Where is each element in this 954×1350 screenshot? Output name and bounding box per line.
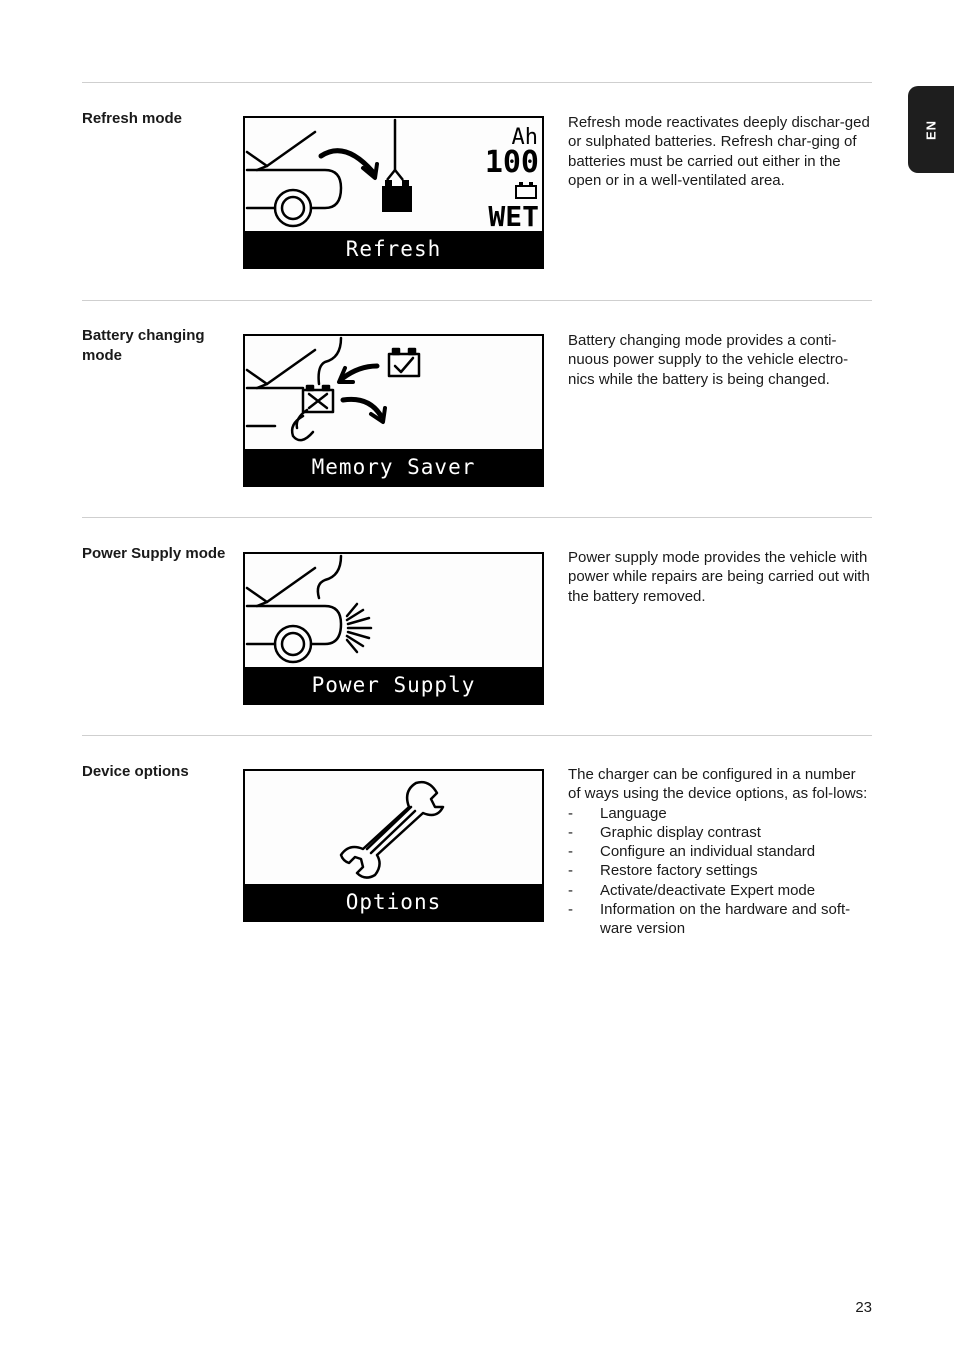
lcd-display-refresh xyxy=(243,116,544,269)
lcd-display-memory-saver xyxy=(243,334,544,487)
list-item: - Information on the hardware and soft-ware version xyxy=(568,901,851,938)
description-text: The charger can be configured in a number of ways using the device options, as fol-lows: xyxy=(568,766,868,803)
lcd-label-options: Options xyxy=(245,884,542,920)
list-item: - Restore factory settings xyxy=(568,862,758,880)
wrench-icon xyxy=(245,771,542,884)
lcd-label-refresh: Refresh xyxy=(245,231,542,267)
description-text: Power supply mode provides the vehicle with power while repairs are being carried out with the battery removed. xyxy=(568,549,870,605)
description-text: Battery changing mode provides a conti-nuous power supply to the vehicle electro-nics while the battery is being changed. xyxy=(568,332,849,388)
section-title-battery-changing-mode: Battery changing mode xyxy=(82,327,205,364)
section-title-power-supply-mode: Power Supply mode xyxy=(82,545,226,562)
page-number: 23 xyxy=(855,1299,872,1316)
description-battery-changing-mode xyxy=(568,331,872,389)
description-power-supply-mode xyxy=(568,548,872,606)
list-item: - Activate/deactivate Expert mode xyxy=(568,881,816,899)
description-device-options xyxy=(568,765,872,939)
list-item: - Language xyxy=(568,804,667,822)
description-refresh-mode xyxy=(568,113,872,190)
car-power-supply-icon xyxy=(245,554,542,667)
list-item: - Configure an individual standard xyxy=(568,843,816,861)
language-tab xyxy=(908,86,954,173)
car-charging-icon xyxy=(245,118,542,231)
battery-type-label: WET xyxy=(488,200,539,231)
lcd-display-options xyxy=(243,769,544,922)
lcd-display-power-supply xyxy=(243,552,544,705)
battery-swap-icon xyxy=(245,336,542,449)
description-text: Refresh mode reactivates deeply dischar-ged or sulphated batteries. Refresh char-ging of batteries must be carried out either in the open or in a well-ventilated area. xyxy=(568,114,870,189)
lcd-label-power-supply: Power Supply xyxy=(245,667,542,703)
section-divider xyxy=(82,300,872,301)
ah-value: 100 xyxy=(484,145,539,180)
lcd-label-memory-saver: Memory Saver xyxy=(245,449,542,485)
section-divider xyxy=(82,82,872,83)
list-item: - Graphic display contrast xyxy=(568,823,761,841)
ah-label: Ah xyxy=(511,125,538,150)
section-divider xyxy=(82,735,872,736)
section-title-device-options: Device options xyxy=(82,763,189,780)
language-tab-label: EN xyxy=(923,119,939,140)
section-title-refresh-mode: Refresh mode xyxy=(82,110,183,127)
section-divider xyxy=(82,517,872,518)
options-list xyxy=(568,804,872,939)
